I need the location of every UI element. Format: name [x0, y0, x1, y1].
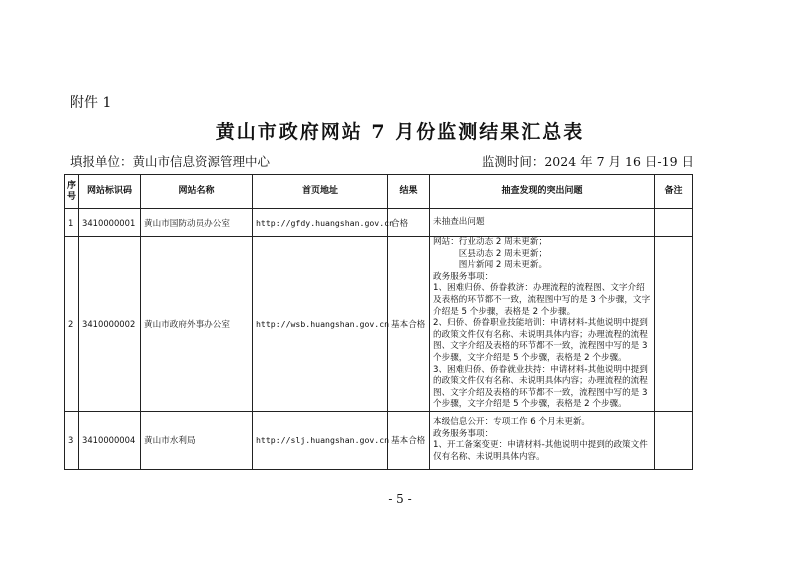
row-site-name: 黄山市政府外事办公室 — [141, 237, 253, 412]
row-site-name: 黄山市水利局 — [141, 411, 253, 469]
row-code: 3410000002 — [79, 237, 141, 412]
row-note — [655, 237, 693, 412]
row-seq: 3 — [65, 411, 79, 469]
header-issues: 抽查发现的突出问题 — [430, 175, 655, 209]
row-issues — [430, 411, 655, 469]
row-result: 合格 — [388, 209, 430, 237]
monitoring-time: 监测时间：2024 年 7 月 16 日-19 日 — [481, 154, 694, 169]
table-row — [65, 411, 693, 469]
issue-line: 图片新闻 2 周未更新。 — [433, 260, 548, 271]
row-code: 3410000001 — [79, 209, 141, 237]
header-note: 备注 — [655, 175, 693, 209]
row-site-name: 黄山市国防动员办公室 — [141, 209, 253, 237]
issue-line: 本级信息公开：专项工作 6 个月未更新。 — [433, 417, 591, 428]
attachment-label: 附件 1 — [70, 95, 112, 111]
issue-line: 3、困难归侨、侨眷就业扶持：申请材料-其他说明中提到的政策文件仅有名称、未说明具体内容；办理流程的流程图、文字介绍及表格的环节都不一致，流程图中写的是 3 个步骤，文字介绍是 5 个步骤，表格是 2 个步骤。 — [433, 364, 648, 410]
issue-line: 政务服务事项： — [433, 271, 494, 282]
header-url: 首页地址 — [253, 175, 388, 209]
row-issues — [430, 237, 655, 412]
table-row — [65, 237, 693, 412]
page-number: - 5 - — [388, 492, 412, 506]
issue-line: 1、开工备案变更：申请材料-其他说明中提到的政策文件仅有名称、未说明具体内容。 — [433, 440, 648, 462]
row-result: 基本合格 — [388, 237, 430, 412]
table-row — [65, 209, 693, 237]
row-seq: 1 — [65, 209, 79, 237]
header-site-name: 网站名称 — [141, 175, 253, 209]
row-seq: 2 — [65, 237, 79, 412]
page-title: 黄山市政府网站 7 月份监测结果汇总表 — [215, 121, 585, 143]
issue-line: 1、困难归侨、侨眷救济：办理流程的流程图、文字介绍及表格的环节都不一致，流程图中写的是 3 个步骤，文字介绍是 5 个步骤，表格是 2 个步骤。 — [433, 283, 651, 317]
table-header-row — [65, 175, 693, 209]
row-note — [655, 411, 693, 469]
issue-line: 政务服务事项： — [433, 428, 494, 439]
issue-line: 区县动态 2 周未更新； — [433, 248, 548, 259]
row-note — [655, 209, 693, 237]
row-code: 3410000004 — [79, 411, 141, 469]
results-table — [64, 174, 693, 470]
row-issues — [430, 209, 655, 237]
issue-line: 网站：行业动态 2 周未更新； — [433, 237, 548, 247]
header-code: 网站标识码 — [79, 175, 141, 209]
row-url: http://wsb.huangshan.gov.cn — [253, 237, 388, 412]
row-result: 基本合格 — [388, 411, 430, 469]
reporting-unit: 填报单位：黄山市信息资源管理中心 — [70, 154, 271, 169]
row-url: http://gfdy.huangshan.gov.cn — [253, 209, 388, 237]
row-url: http://slj.huangshan.gov.cn — [253, 411, 388, 469]
issue-line: 未抽查出问题 — [433, 216, 485, 227]
header-result: 结果 — [388, 175, 430, 209]
header-seq: 序号 — [65, 175, 79, 209]
issue-line: 2、归侨、侨眷职业技能培训：申请材料-其他说明中提到的政策文件仅有名称、未说明具体内容；办理流程的流程图、文字介绍及表格的环节都不一致，流程图中写的是 3 个步骤，文字介绍是 5 个步骤，表格是 2 个步骤。 — [433, 318, 648, 363]
